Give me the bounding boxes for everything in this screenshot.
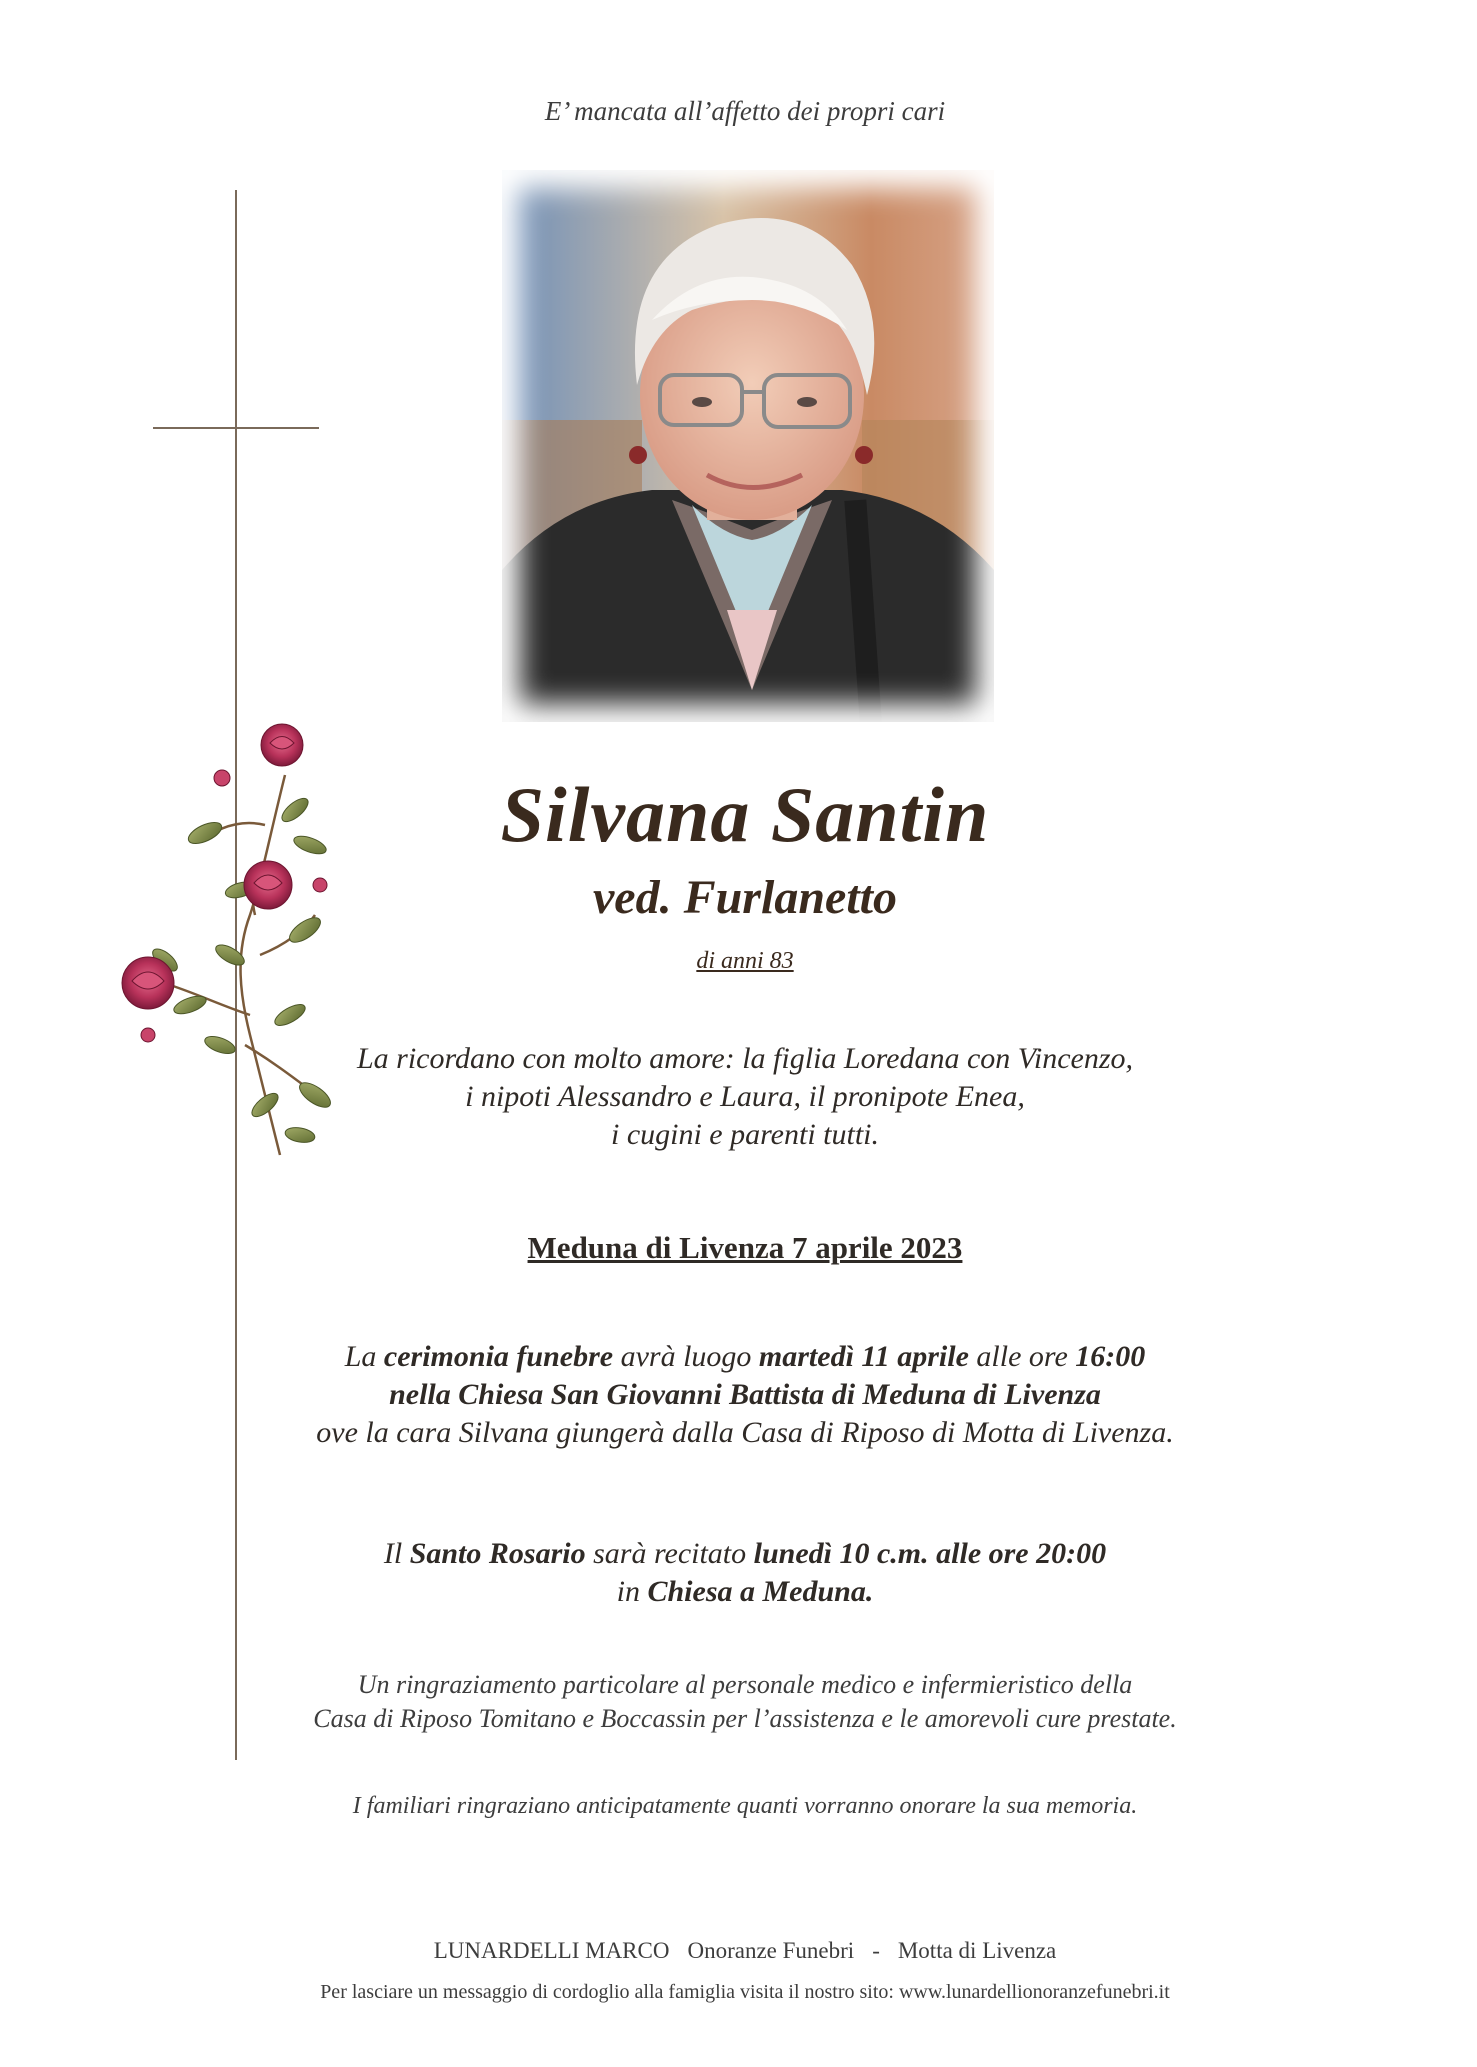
place-date: Meduna di Livenza 7 aprile 2023 [527,1230,963,1265]
rosary-text: Il [383,1537,410,1570]
ceremony-info [245,1338,1245,1452]
family-line-3: i cugini e parenti tutti. [610,1118,880,1151]
closing-message: I familiari ringraziano anticipatamente quanti vorranno onorare la sua memoria. [352,1793,1138,1819]
intro-text: E’ mancata all’affetto dei propri cari [544,96,946,126]
footer-website-note: Per lasciare un messaggio di cordoglio alla famiglia visita il nostro sito: www.lunardellionoranzefunebri.it [320,1981,1170,2003]
married-name: ved. Furlanetto [592,871,897,924]
family-line-1: La ricordano con molto amore: la figlia Loredana con Vincenzo, [356,1042,1134,1075]
ceremony-text: avrà luogo [613,1340,759,1373]
thanks-line-2: Casa di Riposo Tomitano e Boccassin per l’assistenza e le amorevoli cure prestate. [313,1704,1177,1733]
ceremony-line-1 [245,1338,1245,1376]
family-announcement [245,1040,1245,1154]
ceremony-time: 16:00 [1075,1340,1146,1373]
age-label: di anni 83 [696,948,794,974]
portrait-photo [502,170,994,722]
ceremony-label: cerimonia funebre [383,1340,614,1373]
ceremony-date: martedì 11 aprile [758,1340,969,1373]
rosary-text: in [616,1575,648,1608]
rosary-line-2 [245,1573,1245,1611]
ceremony-text: La [344,1340,384,1373]
rosary-line-1 [245,1535,1245,1573]
deceased-name: Silvana Santin [500,771,990,858]
rosary-date: lunedì 10 c.m. alle ore 20:00 [753,1537,1107,1570]
footer-separator: - [872,1938,880,1963]
rosary-location: Chiesa a Meduna. [647,1575,874,1608]
company-service: Onoranze Funebri [687,1938,855,1963]
thanks-line-1: Un ringraziamento particolare al personale medico e infermieristico della [357,1670,1133,1699]
ceremony-line-3: ove la cara Silvana giungerà dalla Casa di Riposo di Motta di Livenza. [316,1416,1174,1449]
footer-company [245,1938,1245,1964]
cross-horizontal-bar [153,427,319,429]
ceremony-location: nella Chiesa San Giovanni Battista di Meduna di Livenza [389,1378,1101,1411]
ceremony-line-2 [245,1376,1245,1414]
rosary-info [245,1535,1245,1611]
photo-vignette [502,170,994,722]
rosary-text: sarà recitato [585,1537,754,1570]
rosary-label: Santo Rosario [409,1537,586,1570]
thanks-message [245,1668,1245,1736]
ceremony-text: alle ore [968,1340,1076,1373]
company-name: LUNARDELLI MARCO [433,1938,670,1963]
family-line-2: i nipoti Alessandro e Laura, il pronipote Enea, [465,1080,1025,1113]
company-town: Motta di Livenza [897,1938,1057,1963]
